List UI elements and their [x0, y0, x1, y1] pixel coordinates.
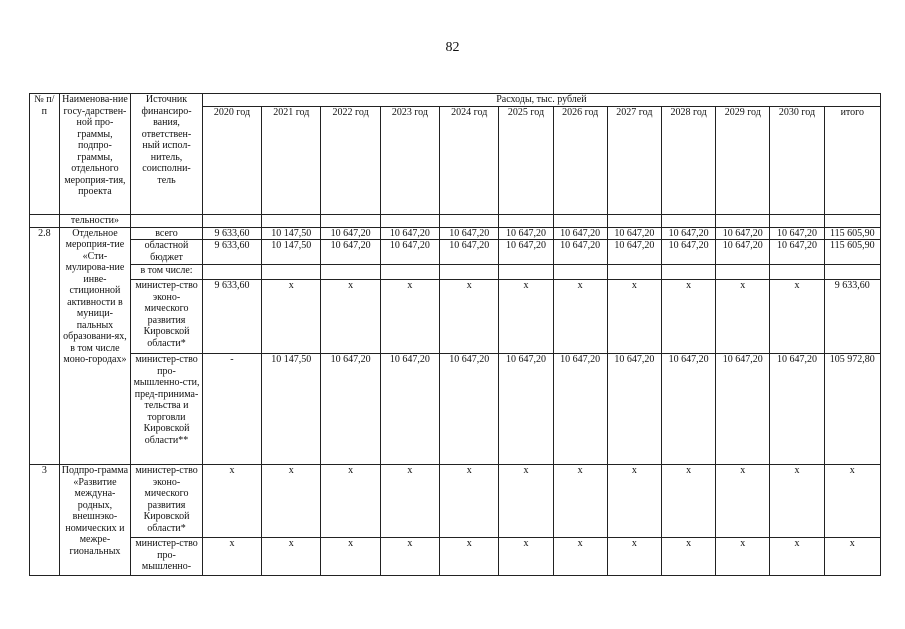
value-cell: х [499, 465, 553, 538]
value-cell: х [716, 538, 770, 576]
total-cell: 105 972,80 [824, 354, 880, 465]
year-2021: 2021 год [262, 107, 321, 215]
item-number: 2.8 [30, 227, 60, 465]
year-2027: 2027 год [607, 107, 661, 215]
value-cell: х [262, 465, 321, 538]
value-cell: 10 647,20 [440, 240, 499, 265]
value-cell: 10 147,50 [262, 227, 321, 240]
value-cell: х [262, 538, 321, 576]
value-cell: х [716, 280, 770, 354]
value-cell: 10 647,20 [607, 354, 661, 465]
value-cell: х [321, 538, 380, 576]
value-cell: 10 647,20 [380, 354, 439, 465]
value-cell: х [661, 280, 715, 354]
source-cell: министер-ство эконо-мического развития Кировской области* [131, 280, 203, 354]
value-cell: х [607, 538, 661, 576]
page-number: 82 [445, 40, 460, 55]
value-cell: х [499, 280, 553, 354]
value-cell: 10 647,20 [499, 240, 553, 265]
total-cell: 115 605,90 [824, 240, 880, 265]
value-cell: 10 647,20 [661, 354, 715, 465]
row-3-industry-ministry [30, 538, 881, 576]
value-cell: 10 147,50 [262, 240, 321, 265]
value-cell: х [321, 280, 380, 354]
value-cell: х [202, 465, 261, 538]
header-expenses: Расходы, тыс. рублей [202, 94, 880, 107]
value-cell: 10 647,20 [321, 227, 380, 240]
row-2-8-total [30, 227, 881, 240]
value-cell: х [440, 465, 499, 538]
value-cell: х [380, 280, 439, 354]
item-number: 3 [30, 465, 60, 576]
source-cell: министер-ство про-мышленно-сти, пред-принима-тельства и торговли Кировской области** [131, 354, 203, 465]
value-cell: 10 647,20 [553, 240, 607, 265]
value-cell: 10 647,20 [770, 227, 824, 240]
source-cell: в том числе: [131, 265, 203, 280]
year-2023: 2023 год [380, 107, 439, 215]
value-cell: 9 633,60 [202, 280, 261, 354]
year-2020: 2020 год [202, 107, 261, 215]
value-cell: х [770, 280, 824, 354]
value-cell: 9 633,60 [202, 240, 261, 265]
value-cell: 9 633,60 [202, 227, 261, 240]
value-cell: 10 647,20 [440, 227, 499, 240]
row-2-8-regional [30, 240, 881, 265]
source-cell: министер-ство про-мышленно- [131, 538, 203, 576]
year-2028: 2028 год [661, 107, 715, 215]
total-cell: 9 633,60 [824, 280, 880, 354]
value-cell: х [770, 465, 824, 538]
value-cell: х [553, 538, 607, 576]
year-2024: 2024 год [440, 107, 499, 215]
value-cell: 10 647,20 [380, 240, 439, 265]
year-2030: 2030 год [770, 107, 824, 215]
year-2025: 2025 год [499, 107, 553, 215]
source-cell: министер-ство эконо-мического развития Кировской области* [131, 465, 203, 538]
value-cell: 10 647,20 [661, 227, 715, 240]
year-total: итого [824, 107, 880, 215]
value-cell: 10 647,20 [716, 227, 770, 240]
item-name: Отдельное мероприя-тие «Сти-мулирова-ние инве-стиционной активности в муници-пальных образовани-ях, в том числе моно-городах» [59, 227, 131, 465]
value-cell: х [716, 465, 770, 538]
row-2-8-econ-ministry [30, 280, 881, 354]
value-cell: 10 647,20 [607, 240, 661, 265]
source-cell: областной бюджет [131, 240, 203, 265]
value-cell: х [499, 538, 553, 576]
value-cell: х [321, 465, 380, 538]
header-source: Источник финансиро-вания, ответствен-ный испол-нитель, соисполни-тель [131, 94, 203, 215]
value-cell: - [202, 354, 261, 465]
value-cell: 10 647,20 [716, 240, 770, 265]
value-cell: х [380, 538, 439, 576]
header-row [30, 94, 881, 107]
value-cell: 10 647,20 [499, 354, 553, 465]
value-cell: 10 647,20 [770, 354, 824, 465]
value-cell: 10 647,20 [321, 240, 380, 265]
header-name [59, 94, 131, 215]
year-2022: 2022 год [321, 107, 380, 215]
value-cell: 10 647,20 [380, 227, 439, 240]
value-cell: х [262, 280, 321, 354]
value-cell: 10 647,20 [553, 227, 607, 240]
value-cell: х [607, 465, 661, 538]
total-cell: х [824, 538, 880, 576]
expenses-table [29, 93, 881, 576]
row-3-econ-ministry [30, 465, 881, 538]
item-name: Подпро-грамма «Развитие междуна-родных, внешнэко-номических и межре-гиональных [59, 465, 131, 576]
value-cell: 10 647,20 [770, 240, 824, 265]
value-cell: 10 647,20 [716, 354, 770, 465]
row-2-8-industry-ministry [30, 354, 881, 465]
total-cell: 115 605,90 [824, 227, 880, 240]
value-cell: х [440, 280, 499, 354]
value-cell: 10 647,20 [661, 240, 715, 265]
source-cell: всего [131, 227, 203, 240]
value-cell: х [553, 280, 607, 354]
header-name-last: тельности» [59, 215, 131, 228]
value-cell: 10 647,20 [553, 354, 607, 465]
value-cell: 10 647,20 [607, 227, 661, 240]
value-cell: 10 647,20 [321, 354, 380, 465]
year-2029: 2029 год [716, 107, 770, 215]
value-cell: х [770, 538, 824, 576]
value-cell: 10 647,20 [440, 354, 499, 465]
value-cell: х [661, 538, 715, 576]
header-num: № п/п [30, 94, 60, 215]
value-cell: х [202, 538, 261, 576]
value-cell: 10 647,20 [499, 227, 553, 240]
row-2-8-including [30, 265, 881, 280]
value-cell: х [440, 538, 499, 576]
value-cell: х [607, 280, 661, 354]
header-continuation-row [30, 215, 881, 228]
value-cell: х [661, 465, 715, 538]
total-cell: х [824, 465, 880, 538]
value-cell: х [380, 465, 439, 538]
year-2026: 2026 год [553, 107, 607, 215]
value-cell: 10 147,50 [262, 354, 321, 465]
header-name-text: Наименова-ние госу-дарствен-ной про-граммы, подпро-граммы, отдельного мероприя-тия, проекта [62, 94, 128, 197]
value-cell: х [553, 465, 607, 538]
